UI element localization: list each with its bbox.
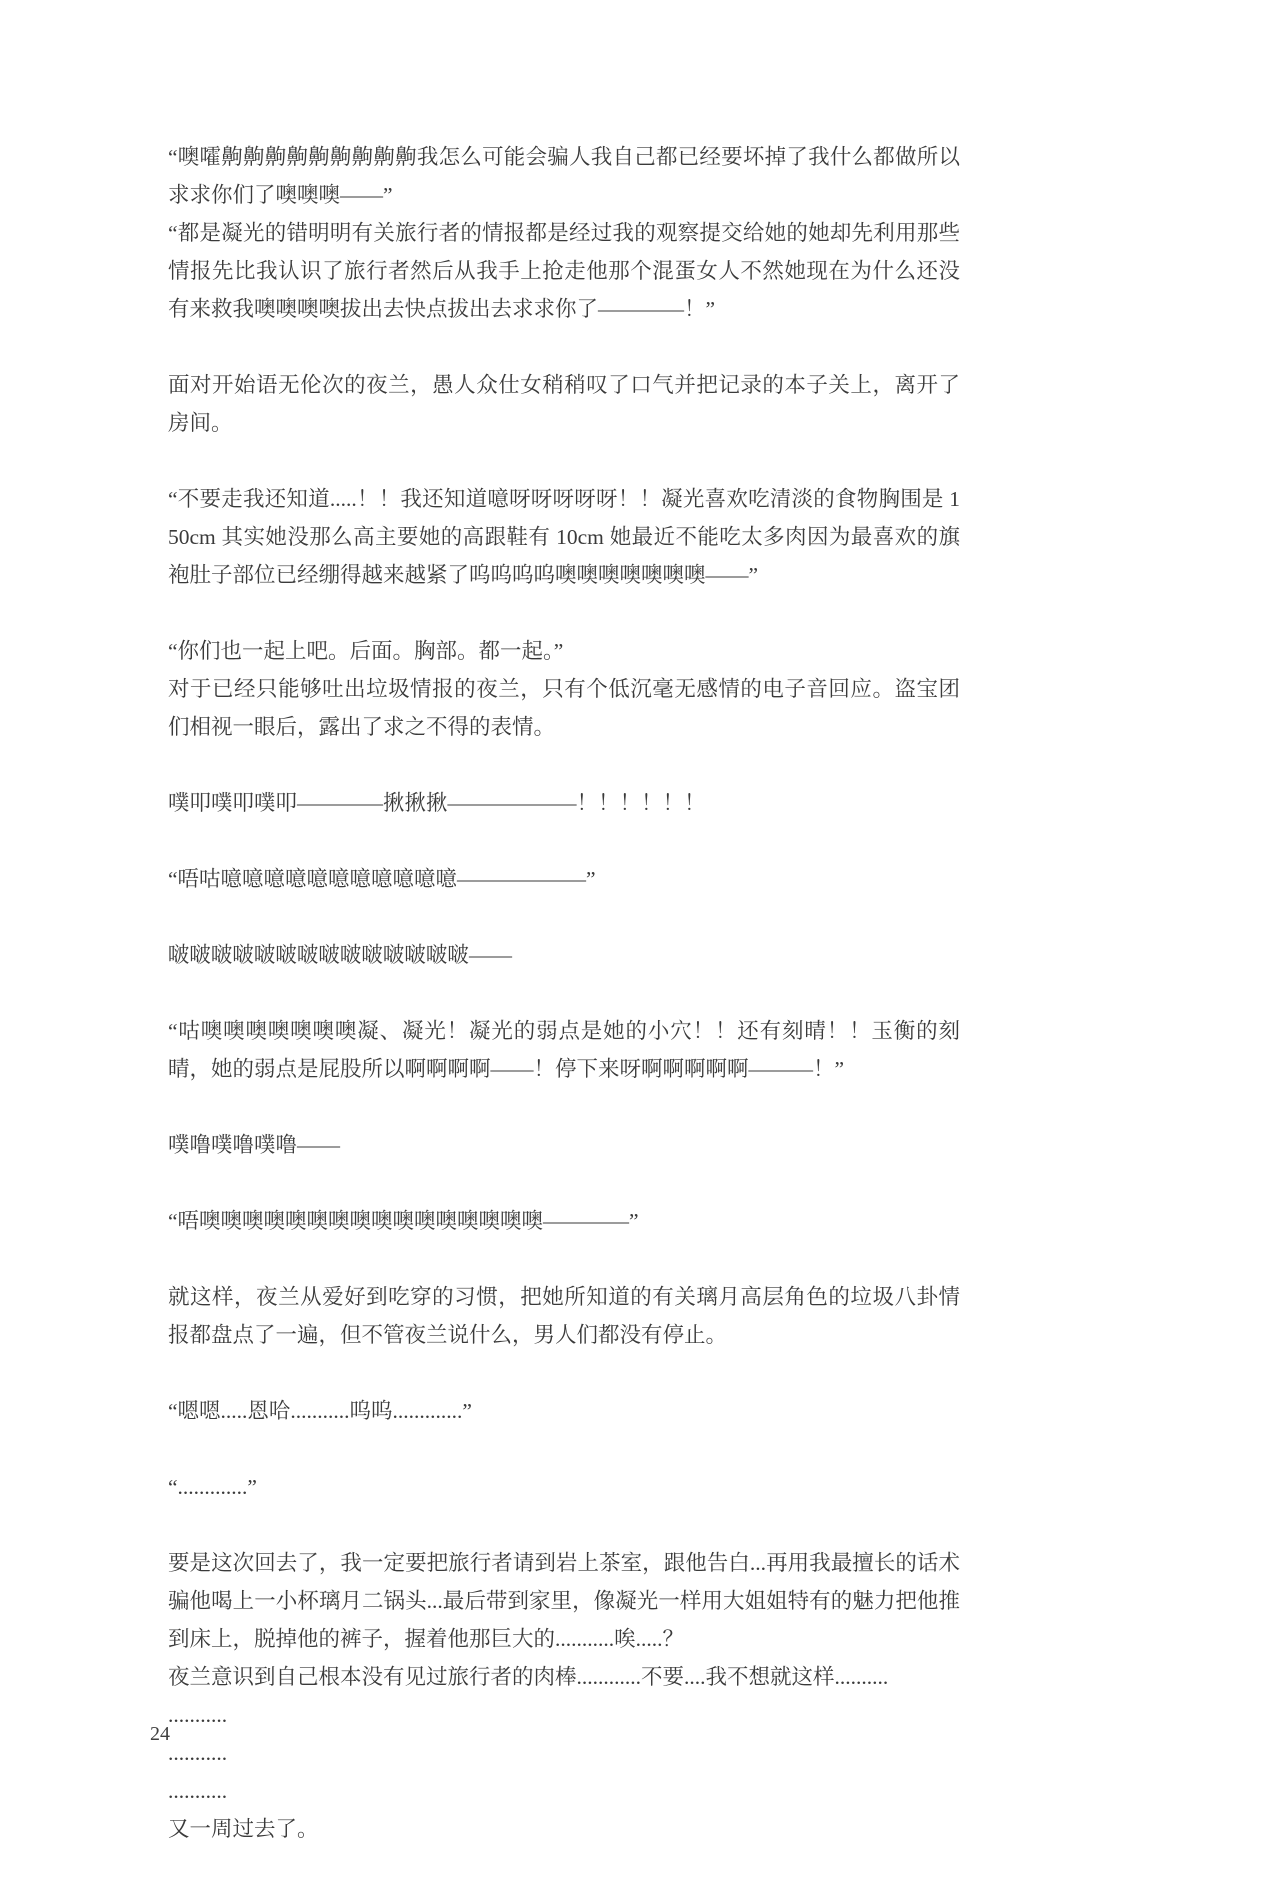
text-block [168, 784, 960, 822]
text-block [168, 1278, 960, 1354]
paragraph: 就这样，夜兰从爱好到吃穿的习惯，把她所知道的有关璃月高层角色的垃圾八卦情报都盘点了一遍，但不管夜兰说什么，男人们都没有停止。 [168, 1285, 960, 1347]
paragraph: “唔咕噫噫噫噫噫噫噫噫噫噫噫——————” [168, 867, 596, 891]
text-block [168, 1126, 960, 1164]
text-block [168, 138, 960, 328]
paragraph: “唔噢噢噢噢噢噢噢噢噢噢噢噢噢噢噢噢————” [168, 1209, 639, 1233]
paragraph: “嗯嗯.....恩哈...........呜呜.............” [168, 1399, 472, 1423]
paragraph: 又一周过去了。 [168, 1817, 319, 1841]
paragraph: 噗噜噗噜噗噜—— [168, 1133, 341, 1157]
paragraph: “噢嚯齁齁齁齁齁齁齁齁齁我怎么可能会骗人我自己都已经要坏掉了我什么都做所以求求你们了噢噢噢——” [168, 145, 960, 207]
text-block [168, 632, 960, 746]
text-block [168, 1392, 960, 1430]
text-block [168, 480, 960, 594]
text-block [168, 1202, 960, 1240]
paragraph: “都是凝光的错明明有关旅行者的情报都是经过我的观察提交给她的她却先利用那些情报先比我认识了旅行者然后从我手上抢走他那个混蛋女人不然她现在为什么还没有来救我噢噢噢噢拔出去快点拔出去求求你了————！” [168, 221, 960, 321]
paragraph: 啵啵啵啵啵啵啵啵啵啵啵啵啵啵—— [168, 943, 513, 967]
ellipsis-line: ........... [168, 1703, 228, 1727]
ellipsis-line: ........... [168, 1741, 228, 1765]
paragraph: 要是这次回去了，我一定要把旅行者请到岩上茶室，跟他告白...再用我最擅长的话术骗他喝上一小杯璃月二锅头...最后带到家里，像凝光一样用大姐姐特有的魅力把他推到床上，脱掉他的裤子，握着他那巨大的...........唉.....？ [168, 1551, 960, 1651]
text-block [168, 1544, 960, 1848]
paragraph: 夜兰意识到自己根本没有见过旅行者的肉棒............不要....我不想就这样.......... [168, 1665, 889, 1689]
paragraph: “.............” [168, 1475, 257, 1499]
text-block [168, 1012, 960, 1088]
paragraph: “不要走我还知道.....！！我还知道噫呀呀呀呀呀！！凝光喜欢吃清淡的食物胸围是 150cm 其实她没那么高主要她的高跟鞋有 10cm 她最近不能吃太多肉因为最喜欢的旗袍肚子部位已经绷得越来越紧了呜呜呜呜噢噢噢噢噢噢噢——” [168, 487, 960, 587]
text-block [168, 1468, 960, 1506]
text-block [168, 936, 960, 974]
paragraph: 面对开始语无伦次的夜兰，愚人众仕女稍稍叹了口气并把记录的本子关上，离开了房间。 [168, 373, 960, 435]
text-block [168, 860, 960, 898]
paragraph: 噗叩噗叩噗叩————揪揪揪——————！！！！！！ [168, 791, 706, 815]
paragraph: 对于已经只能够吐出垃圾情报的夜兰，只有个低沉毫无感情的电子音回应。盗宝团们相视一眼后，露出了求之不得的表情。 [168, 677, 960, 739]
page-number: 24 [150, 1723, 170, 1745]
ellipsis-line: ........... [168, 1779, 228, 1803]
page-content [168, 138, 960, 1886]
paragraph: “咕噢噢噢噢噢噢噢凝、凝光！凝光的弱点是她的小穴！！还有刻晴！！玉衡的刻晴，她的弱点是屁股所以啊啊啊啊——！停下来呀啊啊啊啊啊———！” [168, 1019, 960, 1081]
paragraph: “你们也一起上吧。后面。胸部。都一起。” [168, 639, 564, 663]
text-block [168, 366, 960, 442]
